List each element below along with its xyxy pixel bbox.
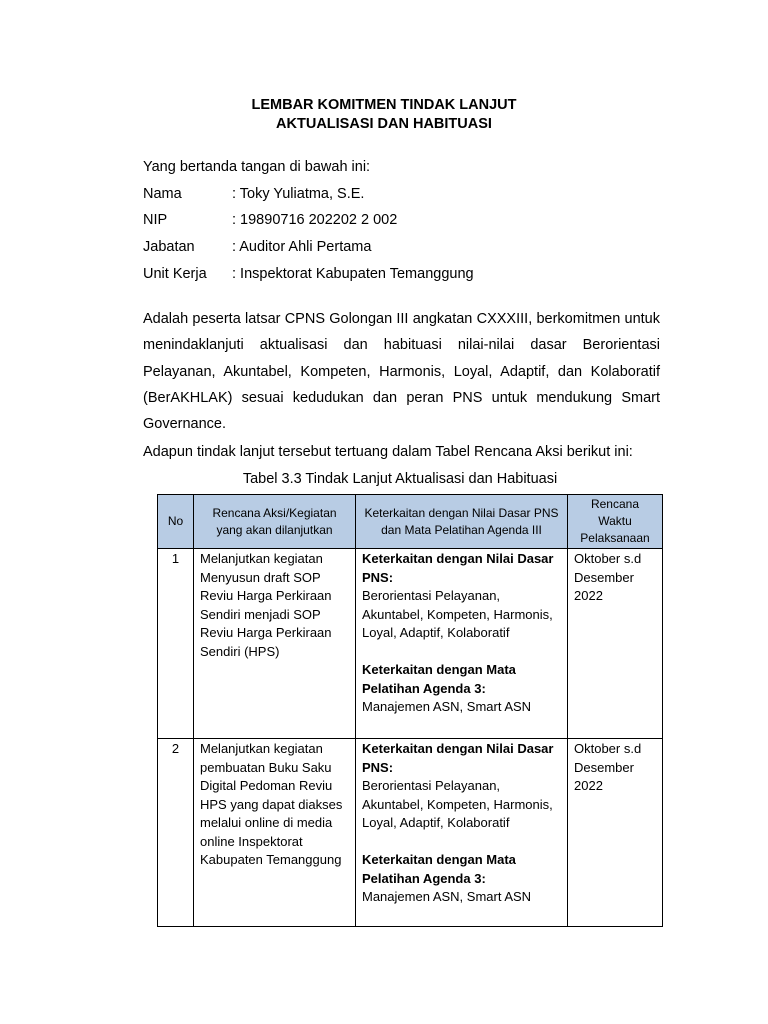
row-rencana-waktu: Oktober s.d Desember 2022 bbox=[568, 739, 663, 927]
table-header-row bbox=[158, 495, 663, 549]
identity-label: Nama bbox=[143, 186, 182, 202]
row-number: 1 bbox=[158, 549, 194, 739]
mata-pelatihan-text: Manajemen ASN, Smart ASN bbox=[362, 699, 532, 714]
table-caption: Tabel 3.3 Tindak Lanjut Aktualisasi dan Habituasi bbox=[242, 471, 558, 487]
nilai-dasar-text: Berorientasi Pelayanan, Akuntabel, Kompeten, Harmonis, Loyal, Adaptif, Kolaboratif bbox=[362, 778, 553, 830]
row-rencana-aksi: Melanjutkan kegiatan Menyusun draft SOP Reviu Harga Perkiraan Sendiri menjadi SOP Reviu Harga Perkiraan Sendiri (HPS) bbox=[194, 549, 356, 739]
identity-value: : Inspektorat Kabupaten Temanggung bbox=[232, 266, 474, 282]
nilai-dasar-heading: Keterkaitan dengan Nilai Dasar PNS: bbox=[362, 551, 554, 585]
nilai-dasar-heading: Keterkaitan dengan Nilai Dasar PNS: bbox=[362, 741, 554, 775]
mata-pelatihan-text: Manajemen ASN, Smart ASN bbox=[362, 889, 532, 904]
table-row bbox=[158, 739, 663, 927]
commitment-paragraph: Adalah peserta latsar CPNS Golongan III angkatan CXXXIII, berkomitmen untuk menindaklanjuti aktualisasi dan habituasi nilai-nilai dasar Berorientasi Pelayanan, Akuntabel, Kompeten, Harmonis, Loyal, Adaptif, dan Kolaboratif (BerAKHLAK) sesuai kedudukan dan peran PNS untuk mendukung Smart Governance. bbox=[143, 311, 660, 433]
table-row bbox=[158, 549, 663, 739]
intro-text: Yang bertanda tangan di bawah ini: bbox=[143, 159, 371, 175]
document-title-line2: AKTUALISASI DAN HABITUASI bbox=[276, 116, 492, 132]
row-rencana-waktu: Oktober s.d Desember 2022 bbox=[568, 549, 663, 739]
header-no: No bbox=[158, 495, 194, 549]
identity-value: : Auditor Ahli Pertama bbox=[232, 239, 372, 255]
identity-row-nama bbox=[143, 185, 364, 203]
identity-label: Jabatan bbox=[143, 239, 195, 255]
header-keterkaitan: Keterkaitan dengan Nilai Dasar PNS dan Mata Pelatihan Agenda III bbox=[356, 495, 568, 549]
mata-pelatihan-heading: Keterkaitan dengan Mata Pelatihan Agenda 3: bbox=[362, 662, 516, 696]
identity-value: : 19890716 202202 2 002 bbox=[232, 212, 398, 228]
nilai-dasar-text: Berorientasi Pelayanan, Akuntabel, Kompeten, Harmonis, Loyal, Adaptif, Kolaboratif bbox=[362, 588, 553, 640]
identity-row-nip bbox=[143, 211, 397, 229]
row-rencana-aksi: Melanjutkan kegiatan pembuatan Buku Saku Digital Pedoman Reviu HPS yang dapat diakses melalui online di media online Inspektorat Kabupaten Temanggung bbox=[194, 739, 356, 927]
table-intro-text: Adapun tindak lanjut tersebut tertuang dalam Tabel Rencana Aksi berikut ini: bbox=[143, 444, 633, 460]
header-rencana-aksi: Rencana Aksi/Kegiatan yang akan dilanjutkan bbox=[194, 495, 356, 549]
identity-row-jabatan bbox=[143, 238, 371, 256]
identity-row-unit-kerja bbox=[143, 265, 474, 283]
identity-label: NIP bbox=[143, 212, 168, 228]
identity-label: Unit Kerja bbox=[143, 266, 207, 282]
row-keterkaitan bbox=[356, 739, 568, 927]
identity-value: : Toky Yuliatma, S.E. bbox=[232, 186, 365, 202]
header-rencana-waktu: Rencana Waktu Pelaksanaan bbox=[568, 495, 663, 549]
row-number: 2 bbox=[158, 739, 194, 927]
row-keterkaitan bbox=[356, 549, 568, 739]
document-title-line1: LEMBAR KOMITMEN TINDAK LANJUT bbox=[251, 97, 517, 113]
action-plan-table bbox=[157, 494, 663, 927]
mata-pelatihan-heading: Keterkaitan dengan Mata Pelatihan Agenda 3: bbox=[362, 852, 516, 886]
